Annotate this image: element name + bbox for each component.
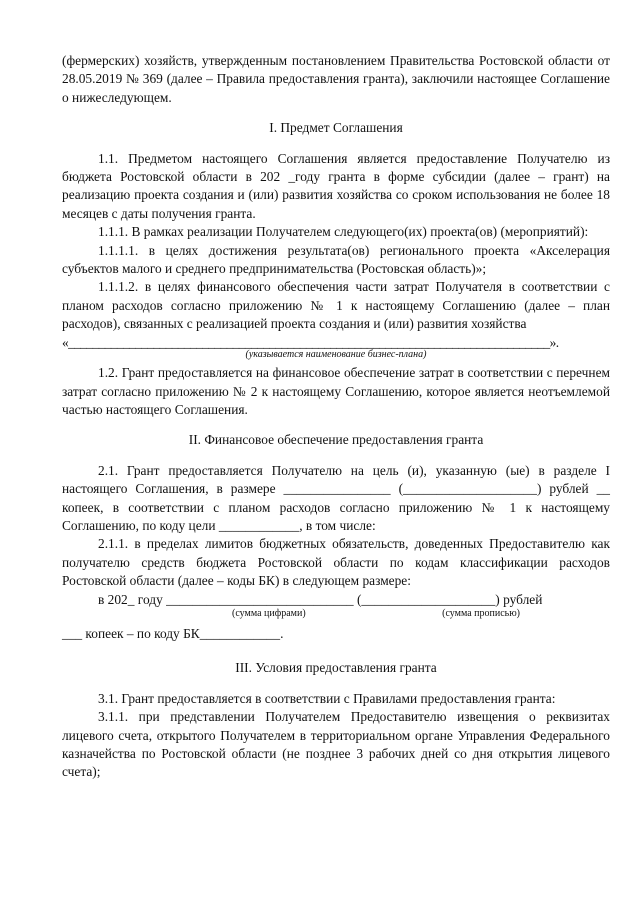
amount-captions [62, 609, 610, 619]
clause-1-1-1-2: 1.1.1.2. в целях финансового обеспечения части затрат Получателя в соответствии с планом расходов согласно приложению № 1 к настоящему Соглашению (далее – план расходов), связанных с реализацией проекта создания и (или) развития хозяйства [62, 279, 610, 332]
document-page [62, 52, 610, 782]
intro-paragraph: (фермерских) хозяйств, утвержденным постановлением Правительства Ростовской области от 28.05.2019 № 369 (далее – Правила предоставления гранта), заключили настоящее Соглашение о нижеследующем. [62, 53, 610, 105]
business-plan-caption: (указывается наименование бизнес-плана) [245, 349, 427, 361]
clause-3-1-1: 3.1.1. при представлении Получателем Предоставителю извещения о реквизитах лицевого счета, открытого Получателем в территориальном органе Управления Федерального казначейства по Ростовской области (не позднее 3 рабочих дней со дня открытия лицевого счета); [62, 709, 610, 780]
clause-1-2: 1.2. Грант предоставляется на финансовое обеспечение затрат в соответствии с перечнем затрат согласно приложению № 2 к настоящему Соглашению, которое является неотъемлемой частью настоящего Соглашения. [62, 365, 610, 417]
section-2-title: II. Финансовое обеспечение предоставления гранта [188, 432, 484, 448]
clause-2-1: 2.1. Грант предоставляется Получателю на цель (и), указанную (ые) в разделе I настоящего Соглашения, в размере ________________ (____________________) рублей __ копеек, в соответствии с планом расходов согласно приложению № 1 к настоящему Соглашению, по коду цели ____________, в том числе: [62, 462, 610, 533]
caption-words: (сумма прописью) [442, 607, 520, 619]
business-plan-name-line: «_______________________________________________________________________________». [62, 334, 559, 350]
clause-1-1-1-1: 1.1.1.1. в целях достижения результата(ов) регионального проекта «Акселерация субъектов малого и среднего предпринимательства (Ростовская область)»; [62, 242, 610, 277]
year-amount-line: в 202_ году ____________________________ (____________________) рублей [98, 591, 543, 607]
section-3-title: III. Условия предоставления гранта [235, 660, 437, 676]
clause-1-1-1: 1.1.1. В рамках реализации Получателем следующего(их) проекта(ов) (мероприятий): [98, 224, 589, 240]
clause-3-1: 3.1. Грант предоставляется в соответствии с Правилами предоставления гранта: [98, 690, 556, 706]
clause-1-1: 1.1. Предметом настоящего Соглашения является предоставление Получателю из бюджета Ростовской области в 202 _году гранта в форме субсидии (далее – грант) на реализацию проекта создания и (или) развития хозяйства со сроком использования не более 18 месяцев с даты получения гранта. [62, 150, 610, 221]
caption-digits: (сумма цифрами) [232, 607, 306, 619]
section-1-title: I. Предмет Соглашения [269, 120, 403, 136]
kopeck-code-line: ___ копеек – по коду БК____________. [62, 625, 284, 641]
clause-2-1-1: 2.1.1. в пределах лимитов бюджетных обязательств, доведенных Предоставителю как получателю средств бюджета Ростовской области по кодам классификации расходов Ростовской области (далее – коды БК) в следующем размере: [62, 536, 610, 589]
